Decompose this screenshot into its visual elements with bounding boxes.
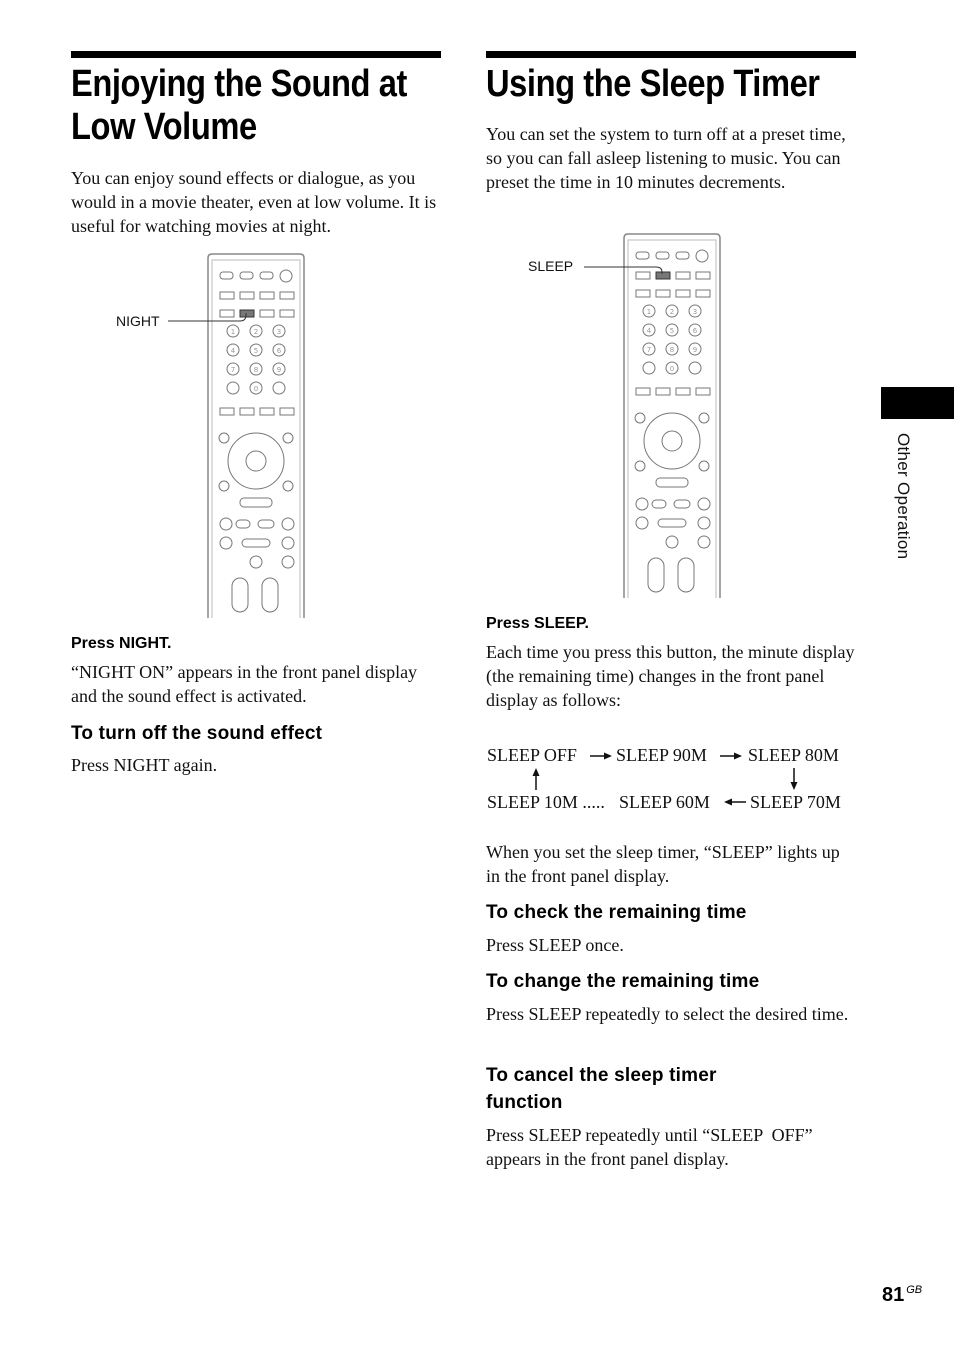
- right-sub3-title: [486, 1062, 717, 1116]
- svg-text:7: 7: [230, 366, 236, 374]
- svg-text:6: 6: [692, 327, 698, 335]
- section-tab-label: Other Operation: [894, 433, 913, 560]
- sleep-callout-line: [584, 258, 664, 278]
- right-intro: You can set the system to turn off at a preset time, so you can fall asleep listening to music. You can preset the time in 10 minutes decrements.: [486, 124, 846, 192]
- page-number-value: 81: [882, 1284, 905, 1306]
- sequence-arrows: [480, 740, 860, 820]
- right-step-text: Each time you press this button, the minute display (the remaining time) changes in the front panel display as follows:: [486, 642, 855, 710]
- left-sub1-text: Press NIGHT again.: [71, 755, 218, 775]
- svg-text:4: 4: [230, 347, 236, 355]
- right-title: Using the Sleep Timer: [486, 63, 820, 105]
- page-number-suffix: GB: [906, 1284, 923, 1296]
- svg-text:0: 0: [669, 365, 675, 373]
- svg-text:3: 3: [692, 308, 698, 316]
- seq-sleep-off: SLEEP OFF: [487, 745, 577, 765]
- left-intro: You can enjoy sound effects or dialogue, as you would in a movie theater, even at low volume. It is useful for watching movies at night.: [71, 168, 437, 236]
- seq-sleep-90m: SLEEP 90M: [616, 745, 707, 765]
- svg-text:8: 8: [669, 346, 675, 354]
- right-sub2-text: Press SLEEP repeatedly to select the desired time.: [486, 1004, 849, 1024]
- svg-text:4: 4: [646, 327, 652, 335]
- left-title-rule: [71, 51, 441, 58]
- right-sub1-text: Press SLEEP once.: [486, 935, 624, 955]
- night-callout-label: NIGHT: [116, 313, 160, 329]
- right-sub3-title-line1: To cancel the sleep timer: [486, 1065, 717, 1086]
- svg-text:1: 1: [230, 328, 236, 336]
- svg-text:3: 3: [276, 328, 282, 336]
- right-sub3-title-line2: function: [486, 1092, 563, 1113]
- svg-text:5: 5: [669, 327, 675, 335]
- svg-text:1: 1: [646, 308, 652, 316]
- seq-sleep-80m: SLEEP 80M: [748, 745, 839, 765]
- svg-text:2: 2: [669, 308, 675, 316]
- svg-text:5: 5: [253, 347, 259, 355]
- left-title-line2: Low Volume: [71, 106, 257, 148]
- left-step: Press NIGHT.: [71, 635, 172, 652]
- left-title: [71, 63, 407, 149]
- svg-text:9: 9: [276, 366, 282, 374]
- right-sub1-title: To check the remaining time: [486, 902, 747, 923]
- left-step-text: “NIGHT ON” appears in the front panel display and the sound effect is activated.: [71, 662, 418, 706]
- right-step: Press SLEEP.: [486, 615, 589, 632]
- left-sub1-title: To turn off the sound effect: [71, 723, 323, 744]
- seq-sleep-70m: SLEEP 70M: [750, 792, 841, 812]
- right-after-seq: When you set the sleep timer, “SLEEP” lights up in the front panel display.: [486, 842, 840, 886]
- right-title-rule: [486, 51, 856, 58]
- night-callout-line: [168, 310, 248, 330]
- svg-text:8: 8: [253, 366, 259, 374]
- remote-illustration-night: [200, 252, 310, 618]
- svg-text:9: 9: [692, 346, 698, 354]
- page-number: [882, 1284, 922, 1307]
- remote-illustration-sleep: [616, 232, 726, 598]
- svg-text:0: 0: [253, 385, 259, 393]
- svg-text:2: 2: [253, 328, 259, 336]
- right-sub3-text: Press SLEEP repeatedly until “SLEEP OFF” appears in the front panel display.: [486, 1125, 818, 1169]
- left-title-line1: Enjoying the Sound at: [71, 63, 407, 105]
- sleep-callout-label: SLEEP: [528, 258, 574, 274]
- seq-sleep-60m: SLEEP 60M: [619, 792, 710, 812]
- section-tab-marker: [881, 387, 954, 419]
- seq-sleep-10m: SLEEP 10M .....: [487, 792, 605, 812]
- svg-text:6: 6: [276, 347, 282, 355]
- svg-text:7: 7: [646, 346, 652, 354]
- right-sub2-title: To change the remaining time: [486, 971, 760, 992]
